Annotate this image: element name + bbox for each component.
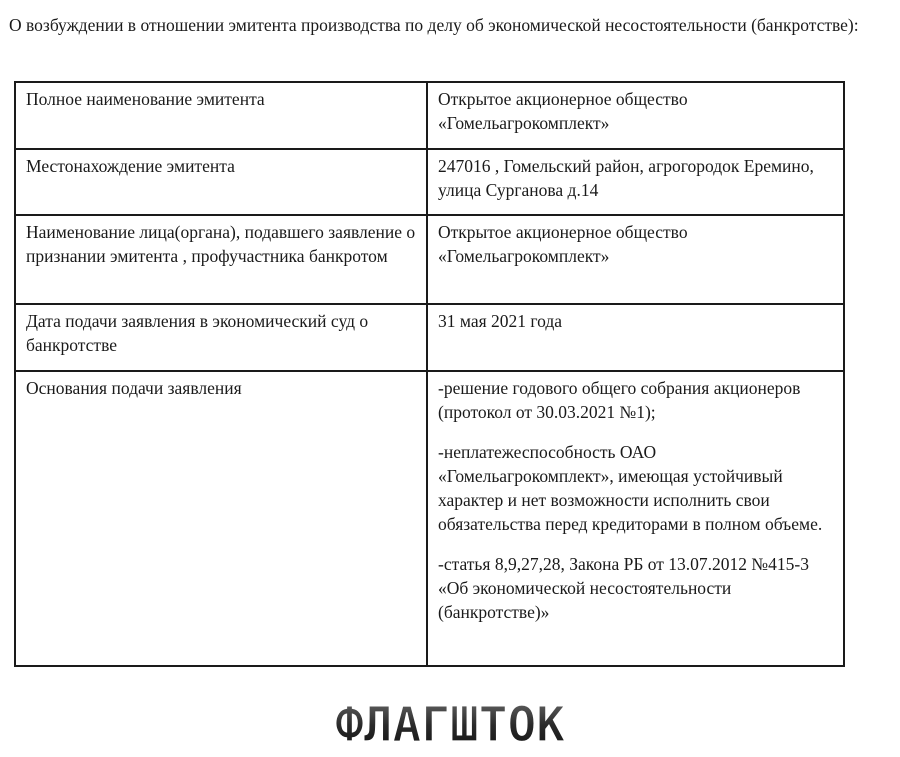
document-intro: О возбуждении в отношении эмитента производства по делу об экономической несостоятельности (банкротстве): <box>9 15 859 35</box>
row-label-location: Местонахождение эмитента <box>15 149 427 215</box>
value-paragraph: Открытое акционерное общество «Гомельагрокомплект» <box>438 89 688 133</box>
table-row <box>15 82 844 149</box>
row-label-filing-date: Дата подачи заявления в экономический суд о банкротстве <box>15 304 427 371</box>
value-paragraph: -статья 8,9,27,28, Закона РБ от 13.07.2012 №415-3 «Об экономической несостоятельности (банкротстве)» <box>438 554 809 622</box>
svg-text:ФЛАГШТОК: ФЛАГШТОК <box>335 697 566 747</box>
table-row <box>15 304 844 371</box>
table-row <box>15 371 844 666</box>
row-value-applicant <box>427 215 844 304</box>
watermark-logo-graphic <box>330 697 570 747</box>
row-value-location <box>427 149 844 215</box>
value-paragraph: 247016 , Гомельский район, агрогородок Еремино, улица Сурганова д.14 <box>438 156 814 200</box>
row-value-grounds <box>427 371 844 666</box>
table-row <box>15 149 844 215</box>
value-paragraph: Открытое акционерное общество «Гомельагрокомплект» <box>438 222 688 266</box>
value-paragraph: -решение годового общего собрания акционеров (протокол от 30.03.2021 №1); <box>438 378 801 422</box>
table-row <box>15 215 844 304</box>
value-paragraph: 31 мая 2021 года <box>438 311 563 331</box>
row-label-grounds: Основания подачи заявления <box>15 371 427 666</box>
row-value-filing-date <box>427 304 844 371</box>
value-paragraph: -неплатежеспособность ОАО «Гомельагрокомплект», имеющая устойчивый характер и нет возможности исполнить свои обязательства перед кредиторами в полном объеме. <box>438 442 823 534</box>
row-label-full-name: Полное наименование эмитента <box>15 82 427 149</box>
row-label-applicant: Наименование лица(органа), подавшего заявление о признании эмитента , профучастника банкротом <box>15 215 427 304</box>
issuer-bankruptcy-table <box>14 81 845 667</box>
watermark-logo <box>0 697 900 747</box>
row-value-full-name <box>427 82 844 149</box>
